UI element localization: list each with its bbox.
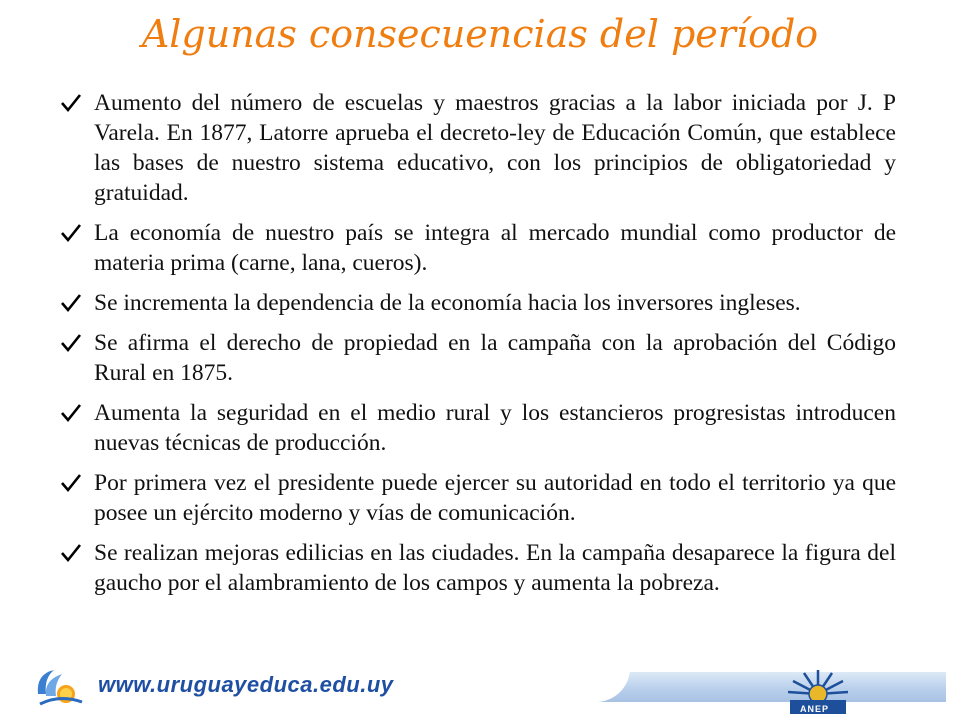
list-item: [60, 328, 896, 388]
list-item: [60, 288, 896, 318]
checkmark-icon: [60, 398, 86, 428]
bullet-text: Aumento del número de escuelas y maestros gracias a la labor iniciada por J. P Varela. En 1877, Latorre aprueba el decreto-ley de Educación Común, que establece las bases de nuestro sistema educativo, con los principios de obligatoriedad y gratuidad.: [94, 90, 896, 206]
anep-label: ANEP: [800, 704, 830, 714]
list-item: [60, 88, 896, 208]
footer-url-link[interactable]: www.uruguayeduca.edu.uy: [98, 672, 394, 697]
bullet-list: [60, 88, 896, 608]
bullet-text: Aumenta la seguridad en el medio rural y los estancieros progresistas introducen nuevas técnicas de producción.: [94, 400, 896, 456]
checkmark-icon: [60, 468, 86, 498]
footer-banner: [10, 664, 946, 720]
bullet-text: Se realizan mejoras edilicias en las ciudades. En la campaña desaparece la figura del gaucho por el alambramiento de los campos y aumenta la pobreza.: [94, 540, 896, 596]
slide-title: Algunas consecuencias del período: [141, 12, 819, 56]
bullet-text: Se afirma el derecho de propiedad en la campaña con la aprobación del Código Rural en 1875.: [94, 330, 896, 386]
list-item: [60, 468, 896, 528]
uruguay-educa-logo-icon: [32, 664, 88, 710]
bullet-text: La economía de nuestro país se integra al mercado mundial como productor de materia prima (carne, lana, cueros).: [94, 220, 896, 276]
list-item: [60, 538, 896, 598]
checkmark-icon: [60, 538, 86, 568]
checkmark-icon: [60, 88, 86, 118]
list-item: [60, 218, 896, 278]
bullet-text: Se incrementa la dependencia de la economía hacia los inversores ingleses.: [94, 290, 801, 316]
checkmark-icon: [60, 328, 86, 358]
list-item: [60, 398, 896, 458]
bullet-text: Por primera vez el presidente puede ejercer su autoridad en todo el territorio ya que posee un ejército moderno y vías de comunicación.: [94, 470, 896, 526]
checkmark-icon: [60, 218, 86, 248]
checkmark-icon: [60, 288, 86, 318]
